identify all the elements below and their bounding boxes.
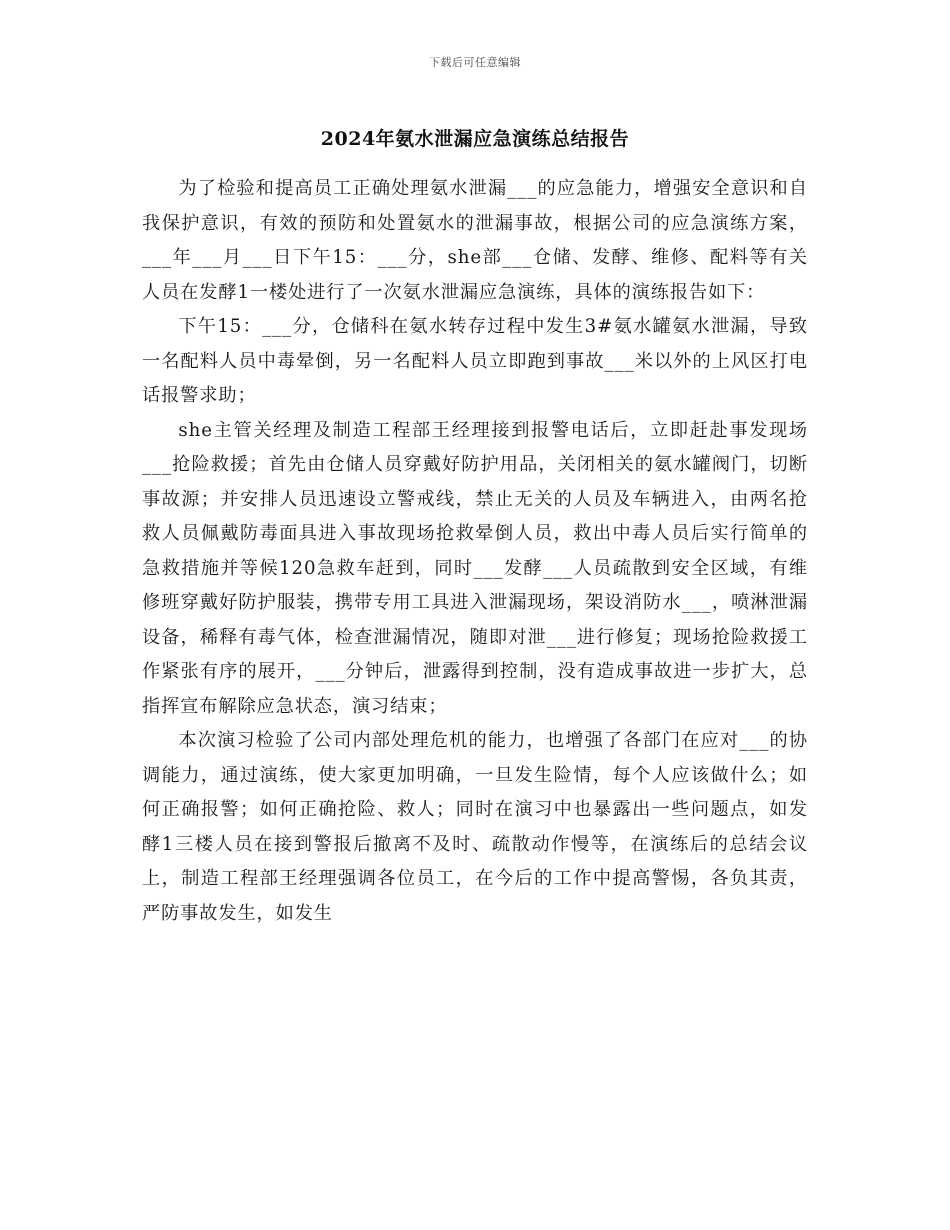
document-title: 2024年氨水泄漏应急演练总结报告 [320, 128, 630, 150]
header-note: 下载后可任意编辑 [429, 56, 521, 69]
paragraph-intro: 为了检验和提高员工正确处理氨水泄漏___的应急能力，增强安全意识和自我保护意识，有效的预防和处置氨水的泄漏事故，根据公司的应急演练方案，___年___月___日下午15：___分，she部___仓储、发酵、维修、配料等有关人员在发酵1一楼处进行了一次氨水泄漏应急演练，具体的演练报告如下： [142, 178, 808, 303]
paragraph-incident: 下午15：___分，仓储科在氨水转存过程中发生3#氨水罐氨水泄漏，导致一名配料人员中毒晕倒，另一名配料人员立即跑到事故___米以外的上风区打电话报警求助； [142, 316, 808, 406]
paragraph-summary: 本次演习检验了公司内部处理危机的能力，也增强了各部门在应对___的协调能力，通过演练，使大家更加明确，一旦发生险情，每个人应该做什么；如何正确报警；如何正确抢险、救人；同时在演习中也暴露出一些问题点，如发酵1三楼人员在接到警报后撤离不及时、疏散动作慢等，在演练后的总结会议上，制造工程部王经理强调各位员工，在今后的工作中提高警惕，各负其责，严防事故发生，如发生 [142, 730, 808, 924]
document-body [142, 172, 808, 931]
paragraph-response: she主管关经理及制造工程部王经理接到报警电话后，立即赶赴事发现场___抢险救援；首先由仓储人员穿戴好防护用品，关闭相关的氨水罐阀门，切断事故源；并安排人员迅速设立警戒线，禁止无关的人员及车辆进入，由两名抢救人员佩戴防毒面具进入事故现场抢救晕倒人员，救出中毒人员后实行简单的急救措施并等候120急救车赶到，同时___发酵___人员疏散到安全区域，有维修班穿戴好防护服装，携带专用工具进入泄漏现场，架设消防水___，喷淋泄漏设备，稀释有毒气体，检查泄漏情况，随即对泄___进行修复；现场抢险救援工作紧张有序的展开，___分钟后，泄露得到控制，没有造成事故进一步扩大，总指挥宣布解除应急状态，演习结束； [142, 419, 808, 717]
